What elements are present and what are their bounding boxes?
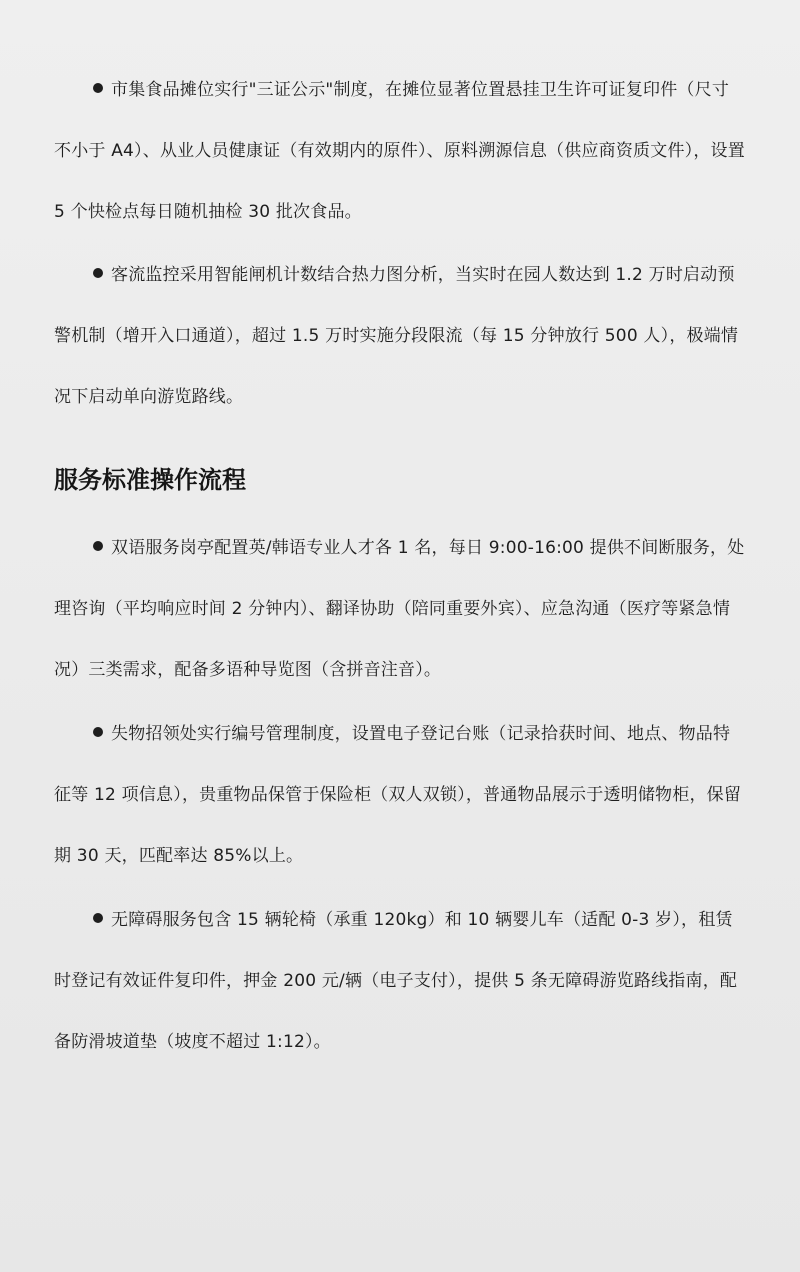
paragraph-lost-and-found	[54, 704, 746, 887]
paragraph-text: 失物招领处实行编号管理制度，设置电子登记台账（记录拾获时间、地点、物品特征等 12 项信息），贵重物品保管于保险柜（双人双锁），普通物品展示于透明储物柜，保留期 30 天，匹配率达 85%以上。	[54, 724, 742, 866]
bullet-icon	[93, 268, 103, 278]
bullet-icon	[93, 83, 103, 93]
paragraph-text: 客流监控采用智能闸机计数结合热力图分析，当实时在园人数达到 1.2 万时启动预警机制（增开入口通道），超过 1.5 万时实施分段限流（每 15 分钟放行 500 人），极端情况下启动单向游览路线。	[54, 265, 739, 407]
paragraph-food-stall-certificates	[54, 0, 746, 243]
section-heading: 服务标准操作流程	[54, 466, 246, 494]
paragraph-text: 市集食品摊位实行"三证公示"制度，在摊位显著位置悬挂卫生许可证复印件（尺寸不小于 A4）、从业人员健康证（有效期内的原件）、原料溯源信息（供应商资质文件），设置 5 个快检点每日随机抽检 30 批次食品。	[54, 80, 745, 222]
paragraph-crowd-monitoring	[54, 245, 746, 428]
bullet-icon	[93, 727, 103, 737]
paragraph-bilingual-service	[54, 518, 746, 701]
paragraph-text: 无障碍服务包含 15 辆轮椅（承重 120kg）和 10 辆婴儿车（适配 0-3 岁），租赁时登记有效证件复印件，押金 200 元/辆（电子支付），提供 5 条无障碍游览路线指南，配备防滑坡道垫（坡度不超过 1:12）。	[54, 910, 738, 1052]
bullet-icon	[93, 541, 103, 551]
bullet-icon	[93, 913, 103, 923]
paragraph-accessibility-service	[54, 890, 746, 1073]
paragraph-text: 双语服务岗亭配置英/韩语专业人才各 1 名，每日 9:00-16:00 提供不间断服务，处理咨询（平均响应时间 2 分钟内）、翻译协助（陪同重要外宾）、应急沟通（医疗等紧急情况）三类需求，配备多语种导览图（含拼音注音）。	[54, 538, 745, 680]
